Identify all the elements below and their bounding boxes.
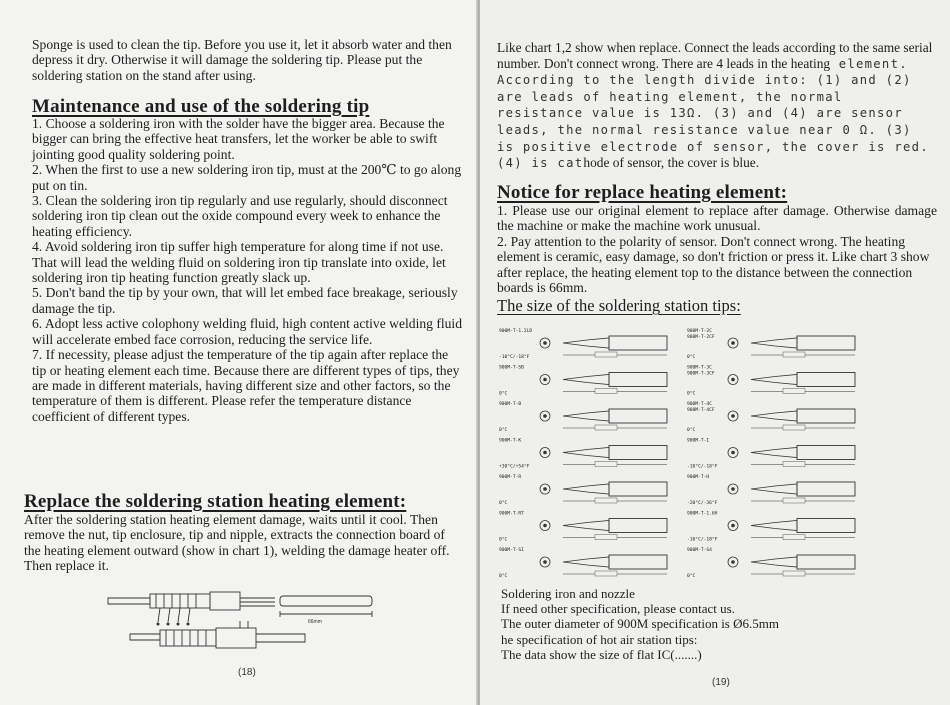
tip-dimension-box: [595, 571, 617, 576]
tip-barrel: [609, 446, 667, 460]
tip-angle-label: 0°C: [499, 574, 508, 579]
replace-heading: Replace the soldering station heating element:: [24, 491, 407, 512]
connection-text-start: Like chart 1,2 show when replace. Connect the leads according to the same serial number. Don't connect wrong. There are 4 leads in the heating: [497, 40, 933, 71]
tip-name-label: 900M-T-2CF: [687, 335, 715, 340]
caption-line: If need other specification, please contact us.: [501, 601, 735, 617]
tip-profile: [563, 448, 609, 458]
tip-end-view-core: [543, 414, 547, 418]
replace-paragraph: After the soldering station heating element damage, waits until it cool. Then remove the nut, tip enclosure, tip and nipple, extracts the connection board of the heating element outward (show in chart 1), welding the damage heater off. Then replace it.: [24, 512, 450, 574]
tip-barrel: [609, 519, 667, 533]
figure-dimension-label: 66mm: [308, 619, 322, 625]
sponge-intro-paragraph: Sponge is used to clean the tip. Before you use it, let it absorb water and then depress it dry. Otherwise it will damage the soldering tip. Please put the soldering station on the stand after using.: [32, 37, 452, 83]
tip-name-label: 900M-T-K: [499, 438, 522, 444]
tip-row: [499, 547, 667, 579]
tip-dimension-box: [783, 462, 805, 467]
tip-barrel: [797, 336, 855, 350]
tip-profile: [563, 375, 609, 385]
tip-angle-label: 0°C: [499, 428, 508, 433]
connection-paragraph: [497, 40, 937, 172]
tip-name-label: 900M-T-SI: [499, 548, 524, 553]
caption-line: The outer diameter of 900M specification is Ø6.5mm: [501, 616, 779, 632]
connection-text-end: hode of sensor, the cover is blue.: [583, 155, 760, 171]
maintenance-item: 2. When the first to use a new soldering iron tip, must at the 200℃ to go along put on tin.: [32, 162, 462, 193]
tip-row: [687, 474, 855, 506]
tip-row: [499, 328, 667, 360]
tip-size-heading: The size of the soldering station tips:: [497, 296, 741, 315]
maintenance-item: 5. Don't band the tip by your own, that will let embed face breakage, seriously damage the tip.: [32, 285, 458, 316]
tip-dimension-box: [595, 462, 617, 467]
tip-row: [687, 547, 855, 579]
tip-dimension-box: [595, 352, 617, 357]
tip-barrel: [609, 409, 667, 423]
tip-angle-label: 0°C: [687, 355, 696, 360]
tip-end-view-core: [543, 487, 547, 491]
tip-row: [687, 438, 855, 470]
tip-end-view-core: [731, 560, 735, 564]
tip-angle-label: 0°C: [687, 391, 696, 397]
tip-barrel: [797, 482, 855, 496]
tip-profile: [751, 557, 797, 567]
tip-end-view-core: [543, 560, 547, 564]
tip-name-label: 900M-T-SB: [499, 365, 524, 371]
tip-name-label: 900M-T-1.2LD: [499, 329, 533, 334]
tip-row: [499, 365, 667, 397]
caption-line: he specification of hot air station tips:: [501, 631, 698, 647]
tip-end-view-core: [543, 451, 547, 455]
tip-end-view-core: [543, 341, 547, 345]
tip-profile: [751, 521, 797, 531]
page-number-right: (19): [712, 677, 730, 688]
tip-end-view-core: [731, 341, 735, 345]
tip-end-view-core: [731, 378, 735, 382]
tip-row: [687, 401, 855, 433]
notice-heading: Notice for replace heating element:: [497, 182, 788, 203]
tip-name-label: 900M-T-1.6H: [687, 511, 718, 517]
tip-name-label: 900M-T-R: [499, 475, 522, 480]
tip-angle-label: 0°C: [687, 428, 696, 433]
notice-list: [497, 203, 937, 295]
tip-dimension-box: [783, 498, 805, 503]
tip-row: [687, 511, 855, 543]
tip-dimension-box: [595, 535, 617, 540]
tip-profile: [751, 448, 797, 458]
page-number-left: (18): [238, 667, 256, 678]
tip-angle-label: -20°C/-36°F: [687, 501, 718, 506]
tip-chart-caption: [501, 586, 931, 662]
tip-dimension-box: [595, 425, 617, 430]
tip-end-view-core: [731, 414, 735, 418]
tip-name-label: 900M-T-B: [499, 402, 522, 407]
tip-angle-label: 0°C: [687, 574, 696, 579]
tip-angle-label: 0°C: [499, 501, 508, 506]
tip-row: [499, 438, 667, 470]
tip-barrel: [609, 482, 667, 496]
tip-end-view-core: [543, 378, 547, 382]
tip-end-view-core: [731, 487, 735, 491]
tip-dimension-box: [783, 571, 805, 576]
tip-barrel: [797, 519, 855, 533]
tip-end-view-core: [543, 524, 547, 528]
tip-dimension-box: [783, 535, 805, 540]
tip-name-label: 900M-T-S4: [687, 548, 712, 553]
tip-profile: [751, 375, 797, 385]
tip-angle-label: +30°C/+54°F: [499, 464, 530, 470]
tip-dimension-box: [783, 389, 805, 394]
tip-profile: [563, 557, 609, 567]
tip-angle-label: 0°C: [499, 391, 508, 397]
tip-angle-label: 0°C: [499, 537, 508, 543]
tip-name-label: 900M-T-3C: [687, 365, 712, 371]
tip-row: [687, 328, 855, 360]
tip-profile: [563, 411, 609, 421]
tip-barrel: [609, 373, 667, 387]
maintenance-list: [32, 116, 462, 424]
tip-barrel: [797, 409, 855, 423]
notice-item: 1. Please use our original element to replace after damage. Otherwise damage the machine or make the machine work unusual.: [497, 203, 937, 234]
tip-row: [499, 474, 667, 506]
maintenance-item: 3. Clean the soldering iron tip regularly and use regularly, should disconnect soldering iron tip clean out the oxide compound every week to enhance the heating efficiency.: [32, 193, 448, 239]
tip-angle-label: -10°C/-18°F: [499, 355, 530, 360]
tip-dimension-box: [783, 425, 805, 430]
tip-profile: [751, 484, 797, 494]
tip-angle-label: -10°C/-18°F: [687, 464, 718, 470]
tip-name-label: 900M-T-RT: [499, 511, 524, 517]
tip-barrel: [609, 336, 667, 350]
tip-name-label: 900M-T-H: [687, 475, 710, 480]
tip-barrel: [797, 555, 855, 569]
connection-text-typewriter: element. According to the length divide into: (1) and (2) are leads of heating element, the normal resistance value is 13Ω. (3) and (4) are sensor leads, the normal resistance value near 0 Ω. (3) is positive electrode of sensor, the cover is red. (4) is cat: [497, 56, 929, 171]
tip-dimension-box: [595, 389, 617, 394]
right-page: [480, 0, 950, 705]
tip-profile: [563, 484, 609, 494]
maintenance-item: 1. Choose a soldering iron with the solder have the bigger area. Because the bigger can bring the effective heat transfers, let the worker be able to swift jointing good quality soldering point.: [32, 116, 445, 162]
caption-line: The data show the size of flat IC(.......): [501, 646, 702, 662]
notice-item: 2. Pay attention to the polarity of sensor. Don't connect wrong. The heating element is ceramic, easy damage, so don't friction or press it. Like chart 3 show after replace, the heating element top to the distance between the connection boards is 66mm.: [497, 233, 930, 296]
heating-element-figure: [100, 588, 380, 666]
tip-profile: [563, 338, 609, 348]
tip-row: [499, 511, 667, 543]
tip-barrel: [797, 373, 855, 387]
tip-profile: [751, 338, 797, 348]
maintenance-item: 7. If necessity, please adjust the temperature of the tip again after replace the tip or heating element each time. Because there are different types of tips, they are made in different materials, having different size and other factors, so the temperature of them is different. Please refer the temperature distance coefficient of different types.: [32, 347, 460, 424]
maintenance-heading: Maintenance and use of the soldering tip: [32, 96, 370, 117]
tip-barrel: [609, 555, 667, 569]
tip-name-label: 900M-T-I: [687, 438, 710, 444]
tip-size-chart: [497, 322, 942, 582]
tip-profile: [751, 411, 797, 421]
tip-row: [687, 365, 855, 397]
maintenance-item: 4. Avoid soldering iron tip suffer high temperature for along time if not use. That will lead the welding fluid on soldering iron tip translate into oxide, let soldering iron tip heating function greatly slack up.: [32, 239, 446, 286]
tip-end-view-core: [731, 524, 735, 528]
maintenance-item: 6. Adopt less active colophony welding fluid, high content active welding fluid will accelerate embed face corrosion, reducing the service life.: [32, 316, 463, 347]
tip-dimension-box: [595, 498, 617, 503]
tip-profile: [563, 521, 609, 531]
tip-end-view-core: [731, 451, 735, 455]
tip-row: [499, 401, 667, 433]
tip-dimension-box: [783, 352, 805, 357]
tip-angle-label: -10°C/-18°F: [687, 537, 718, 543]
tip-name-label: 900M-T-4CF: [687, 408, 715, 413]
caption-line: Soldering iron and nozzle: [501, 586, 635, 601]
tip-name-label: 900M-T-3CF: [687, 371, 715, 377]
tip-barrel: [797, 446, 855, 460]
tip-name-label: 900M-T-2C: [687, 329, 712, 334]
tip-name-label: 900M-T-4C: [687, 402, 712, 407]
